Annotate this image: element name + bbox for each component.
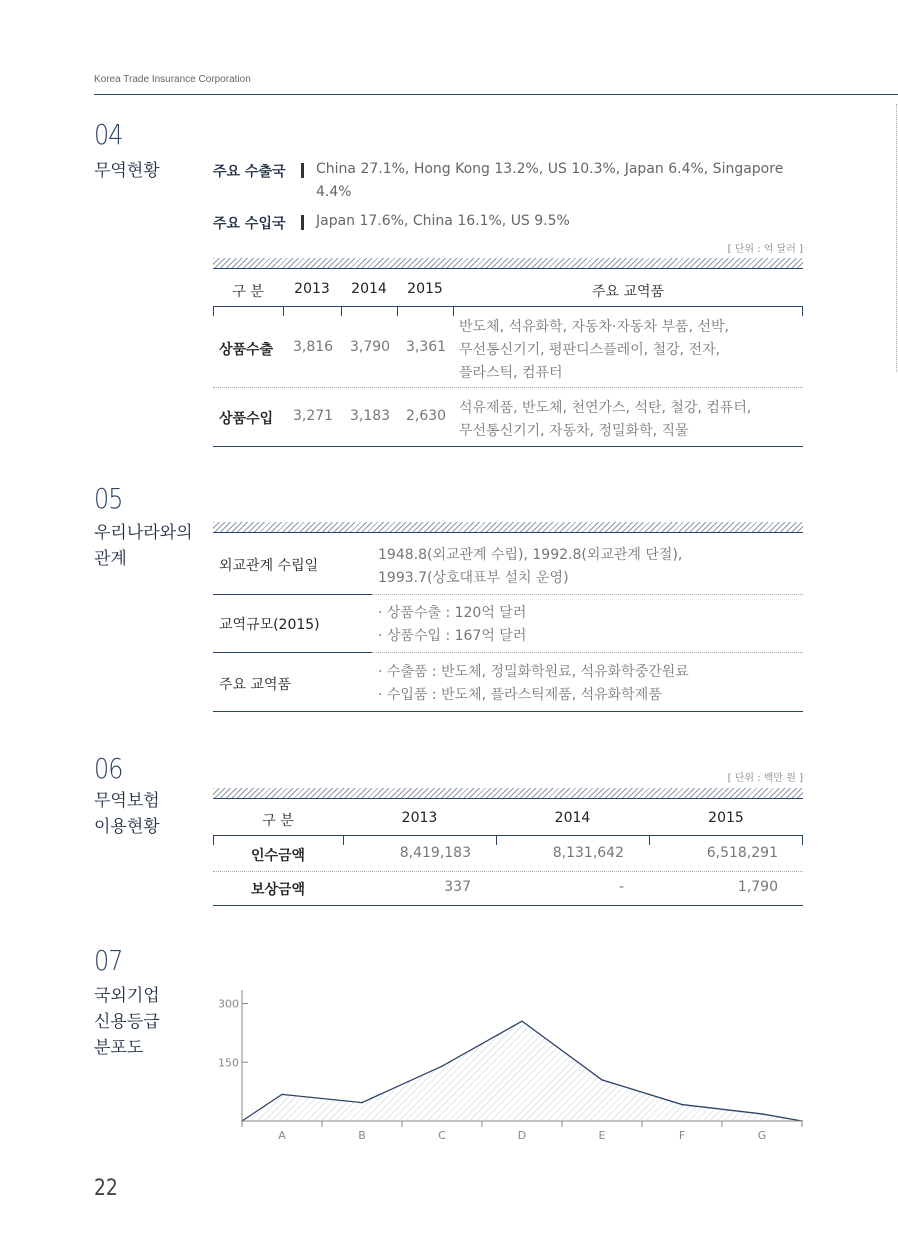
insurance-row-underwriting-2014: 8,131,642 [552, 845, 624, 861]
section-05-title-line1: 우리나라와의 [94, 523, 193, 543]
trade-row-export-label: 상품수출 [219, 342, 274, 358]
trade-row-import-2014: 3,183 [350, 408, 391, 424]
insurance-row-compensation-label: 보상금액 [250, 882, 306, 898]
chart-x-tick-label: B [358, 1129, 366, 1142]
relation-row-diplomacy-label: 외교관계 수립일 [219, 558, 319, 574]
insurance-row-underwriting-2013: 8,419,183 [399, 845, 471, 861]
insurance-table-unit: [ 단위 : 백만 원 ] [727, 773, 803, 784]
credit-rating-chart [200, 980, 820, 1150]
section-04-number: 04 [94, 118, 123, 151]
relation-row-diplomacy-line1: 1948.8(외교관계 수립), 1992.8(외교관계 단절), [378, 547, 683, 563]
trade-row-import-2015: 2,630 [406, 408, 447, 424]
chart-point [601, 1079, 603, 1081]
trade-row-export-items-3: 플라스틱, 컴퓨터 [459, 365, 563, 381]
chart-point [361, 1102, 363, 1104]
relation-row-divider [372, 652, 803, 653]
trade-tick [341, 306, 342, 316]
insurance-th-2014: 2014 [554, 810, 591, 826]
relation-label-rule [213, 594, 372, 595]
chart-point [521, 1020, 523, 1022]
insurance-th-2013: 2013 [401, 810, 438, 826]
section-07-title-line1: 국외기업 [94, 986, 160, 1006]
trade-row-export-2015: 3,361 [406, 339, 447, 355]
trade-tick [397, 306, 398, 316]
relation-row-goods-line1: · 수출품 : 반도체, 정밀화학원료, 석유화학중간원료 [378, 664, 689, 680]
section-06-title-line1: 무역보험 [94, 791, 160, 811]
trade-row-import-label: 상품수입 [219, 411, 274, 427]
section-04-title: 무역현황 [94, 161, 160, 181]
side-dotted-line [896, 104, 897, 372]
relation-row-goods-line2: · 수입품 : 반도체, 플라스틱제품, 석유화학제품 [378, 687, 662, 703]
chart-point [681, 1104, 683, 1106]
chart-x-tick-label: A [278, 1129, 286, 1142]
insurance-row-compensation-2013: 337 [444, 879, 471, 895]
page-number: 22 [94, 1176, 118, 1201]
relation-row-goods-label: 주요 교역품 [219, 677, 292, 693]
relation-row-trade-label: 교역규모(2015) [219, 617, 320, 633]
chart-y-tick-label: 300 [218, 997, 239, 1011]
trade-row-export-2014: 3,790 [350, 339, 391, 355]
insurance-tick [649, 835, 650, 845]
trade-header-rule [213, 306, 803, 307]
export-countries-label: 주요 수출국 [213, 164, 286, 180]
trade-table-bottom [213, 446, 803, 447]
import-label-bar [301, 215, 304, 230]
export-label-bar [301, 163, 304, 178]
trade-row-import-items-1: 석유제품, 반도체, 천연가스, 석탄, 철강, 컴퓨터, [459, 400, 752, 416]
insurance-row-underwriting-label: 인수금액 [250, 848, 306, 864]
chart-point [441, 1065, 443, 1067]
chart-y-tick-label: 150 [218, 1056, 239, 1070]
trade-row-import-items-2: 무선통신기기, 자동차, 정밀화학, 직물 [459, 423, 689, 439]
export-countries-line1: China 27.1%, Hong Kong 13.2%, US 10.3%, Japan 6.4%, Singapore [316, 161, 784, 177]
trade-tick [802, 306, 803, 316]
import-countries-label: 주요 수입국 [213, 216, 286, 232]
chart-x-tick-label: D [517, 1129, 527, 1142]
trade-row-export-items-1: 반도체, 석유화학, 자동차·자동차 부품, 선박, [459, 319, 729, 335]
trade-table-hatch [213, 258, 803, 269]
insurance-row-compensation-2014: - [618, 879, 624, 895]
chart-point [761, 1113, 763, 1115]
section-07-number: 07 [94, 944, 123, 977]
insurance-row-compensation-2015: 1,790 [737, 879, 778, 895]
relation-row-trade-line1: · 상품수출 : 120억 달러 [378, 605, 527, 621]
relation-row-trade-line2: · 상품수입 : 167억 달러 [378, 628, 527, 644]
trade-tick [213, 306, 214, 316]
insurance-header-rule [213, 835, 803, 836]
section-06-number: 06 [94, 752, 123, 785]
chart-x-tick-label: F [678, 1129, 686, 1142]
section-05-title-line2: 관계 [94, 549, 127, 569]
header-divider [94, 94, 898, 95]
insurance-tick [213, 835, 214, 845]
trade-row-divider [213, 387, 803, 388]
insurance-tick [496, 835, 497, 845]
relation-table-bottom [213, 711, 803, 712]
insurance-th-2015: 2015 [708, 810, 744, 826]
trade-tick [283, 306, 284, 316]
insurance-table-hatch [213, 788, 803, 799]
relation-row-divider [372, 594, 803, 595]
section-06-title-line2: 이용현황 [94, 817, 160, 837]
chart-x-tick-label: E [598, 1129, 606, 1142]
relation-row-diplomacy-line2: 1993.7(상호대표부 설치 운영) [378, 570, 569, 586]
export-countries-line2: 4.4% [316, 184, 352, 200]
trade-th-category: 구 분 [232, 284, 264, 300]
chart-area-fill [242, 1021, 802, 1121]
trade-th-items: 주요 교역품 [591, 284, 665, 300]
trade-row-export-items-2: 무선통신기기, 평판디스플레이, 철강, 전자, [459, 342, 721, 358]
insurance-tick [343, 835, 344, 845]
insurance-th-category: 구 분 [262, 813, 294, 829]
relation-label-rule [213, 652, 372, 653]
chart-point [281, 1094, 283, 1096]
section-05-number: 05 [94, 482, 123, 515]
trade-table-unit: [ 단위 : 억 달러 ] [727, 244, 803, 255]
chart-x-tick-label: C [438, 1129, 446, 1142]
section-07-title-line3: 분포도 [94, 1038, 144, 1058]
insurance-tick [802, 835, 803, 845]
insurance-row-divider [213, 871, 803, 872]
trade-th-2015: 2015 [407, 281, 443, 297]
relation-table-hatch [213, 522, 803, 533]
trade-th-2014: 2014 [351, 281, 387, 297]
section-07-title-line2: 신용등급 [94, 1012, 160, 1032]
header-org: Korea Trade Insurance Corporation [94, 74, 251, 85]
import-countries-text: Japan 17.6%, China 16.1%, US 9.5% [316, 213, 570, 229]
trade-th-2013: 2013 [294, 281, 330, 297]
insurance-table-bottom [213, 905, 803, 906]
trade-tick [453, 306, 454, 316]
trade-row-import-2013: 3,271 [293, 408, 334, 424]
trade-row-export-2013: 3,816 [293, 339, 334, 355]
insurance-row-underwriting-2015: 6,518,291 [706, 845, 778, 861]
chart-x-tick-label: G [757, 1129, 767, 1142]
